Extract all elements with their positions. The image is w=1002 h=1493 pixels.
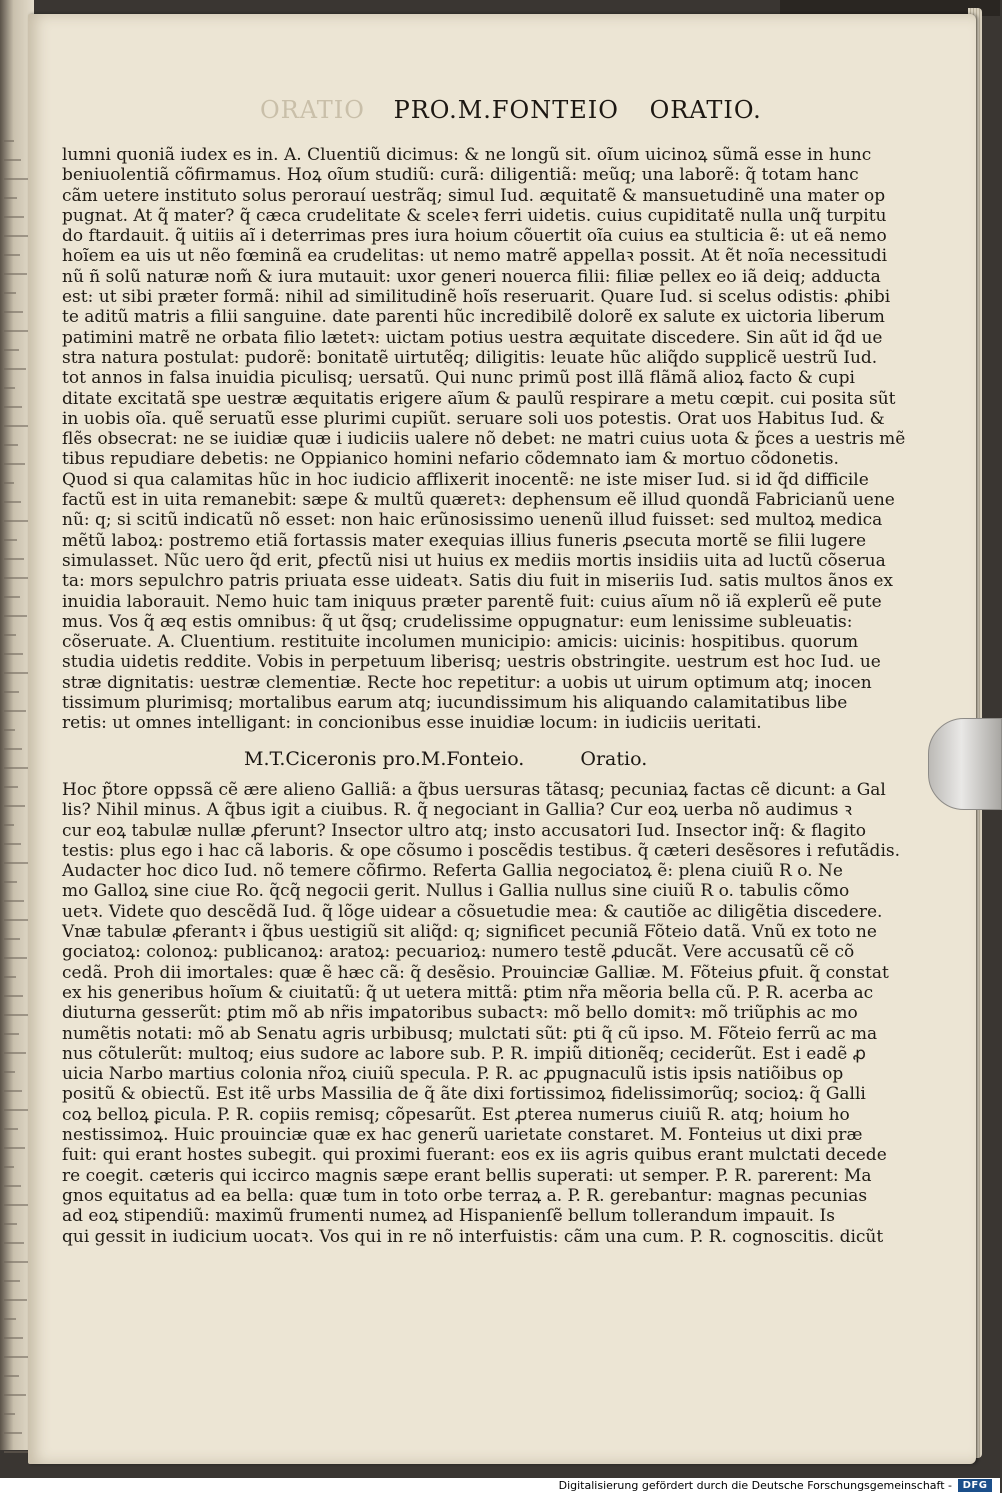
facing-page-text-mark <box>4 197 17 199</box>
text-line: lis? Nihil minus. A q̃bus igit a ciuibus. R. q̃ negociant in Gallia? Cur eoꝝ uerba nõ audimus ꝛ <box>62 800 852 821</box>
text-line: Audacter hoc dico Iud. nõ temere cõfirmo. Referta Gallia negociatoꝝ ẽ: plena ciuiũ R o. Ne <box>62 861 843 882</box>
text-line: gnos equitatus ad ea bella: quæ tum in toto orbe terraꝝ a. P. R. gerebantur: magnas pecunias <box>62 1185 868 1206</box>
text-line: testis: plus ego i hac cã laboris. & ope cõsumo i poscẽdis testibus. q̃ cæteri desẽsores i refutãdis. <box>62 840 901 861</box>
facing-page-text-mark <box>4 881 17 883</box>
text-line: ad eoꝝ stipendiũ: maximũ frumenti numeꝝ ad Hispanienſẽ bellum tollerandum impauit. Is <box>62 1206 835 1227</box>
text-line: uicia Narbo martius colonia nr̃oꝝ ciuiũ specula. P. R. ac ꝓpugnaculũ istis ipsis natiõibus op <box>62 1064 844 1085</box>
facing-page-text-mark <box>4 235 31 237</box>
facing-page-text-mark <box>4 159 21 161</box>
footer-bar <box>0 1478 1000 1493</box>
text-line: tibus repudiare debetis: ne Oppianico homini nefario cõdemnato iam & mortuo cõdonetis. <box>62 449 839 470</box>
facing-page-text-mark <box>4 691 19 693</box>
text-line: est: ut sibi præter formã: nihil ad similitudinẽ hoĩs reseruarit. Quare Iud. si scelus odistis: ꝓhibi <box>62 287 891 308</box>
facing-page-text-mark <box>4 292 16 294</box>
facing-page-text-mark <box>4 672 30 674</box>
facing-page-text-mark <box>4 1033 19 1035</box>
text-line: mẽtũ laboꝝ: postremo etiã fortassis mater exequias illius funeris ꝓsecuta mortẽ se filii lugere <box>62 530 867 551</box>
text-block-pro-fonteio <box>62 780 901 1247</box>
facing-page-text-mark <box>4 444 18 446</box>
text-line: cedã. Proh dii imortales: quæ ẽ hæc cã: q̃ desẽsio. Prouinciæ Galliæ. M. Fõteius ꝑfuit. q̃ constat <box>62 962 889 983</box>
text-line: Vnæ tabulæ ꝓferantꝛ i q̃bus uestigiũ sit aliq̃d: q; significet pecuniã Fõteio datã. Vnũ ex toto ne <box>62 922 877 943</box>
facing-page-text-mark <box>4 368 26 370</box>
facing-page-text-mark <box>4 520 28 522</box>
facing-page-text-mark <box>4 786 18 788</box>
facing-page-text-mark <box>4 1299 27 1301</box>
facing-page-text-mark <box>4 1166 14 1168</box>
text-line: coꝝ belloꝝ ꝑicula. P. R. copiis remisq; cõpesarũt. Est ꝓterea numerus ciuiũ R. atq; hoium ho <box>62 1104 850 1125</box>
text-line: patimini matrẽ ne orbata filio lætetꝛ: uictam potius uestra æquitate discedere. Sin aũt id q̃d ue <box>62 327 883 348</box>
text-line: cõseruate. A. Cluentium. restituite incolumen municipio: amicis: uicinis: hospitibus. quorum <box>62 632 859 653</box>
facing-page-text-mark <box>4 995 23 997</box>
facing-page-text-mark <box>4 976 16 978</box>
facing-page-text-mark <box>4 254 20 256</box>
facing-page-text-mark <box>4 1337 23 1339</box>
text-line: mus. Vos q̃ æq estis omnibus: q̃ ut q̃sq; crudelissime oppugnatur: eum lenissime subleuatis: <box>62 611 853 632</box>
dfg-logo: DFG <box>958 1479 992 1492</box>
text-line: lumni quoniã iudex es in. A. Cluentiũ dicimus: & ne longũ sit. oĩum uicinoꝝ sũmã esse in hunc <box>62 145 872 165</box>
facing-page-text-mark <box>4 140 14 142</box>
facing-page-text-mark <box>4 748 22 750</box>
facing-page-text-mark <box>4 767 29 769</box>
facing-page-text-mark <box>4 634 16 636</box>
facing-page-text-mark <box>4 596 20 598</box>
text-line: stræ dignitatis: uestræ clementiæ. Recte hoc repetitur: a uobis ut uirum optimum atq; inocen <box>62 672 872 693</box>
facing-page-text-mark <box>4 729 15 731</box>
text-line: factũ est in uita remanebit: sæpe & multũ quæretꝛ: dephensum eẽ illud quondã Fabricianũ uene <box>62 490 895 511</box>
facing-page-text-mark <box>4 1451 29 1453</box>
text-line: beniuolentiã cõfirmamus. Hoꝝ oĩum studiũ: curã: diligentiã: meũq; una laborẽ: q̃ totam hanc <box>62 165 859 186</box>
text-line: nũ ñ solũ naturæ nom̃ & iura mutauit: uxor generi nouerca filii: filiæ pellex eo iã deiq; adducta <box>62 266 881 287</box>
facing-page-text-mark <box>4 1261 31 1263</box>
facing-page-text-mark <box>4 482 14 484</box>
facing-page-text-mark <box>4 1128 18 1130</box>
page-clip <box>928 718 1002 810</box>
facing-page-text-mark <box>4 1394 26 1396</box>
facing-page-text-mark <box>4 900 24 902</box>
facing-page-text-mark <box>4 311 23 313</box>
facing-page-text-mark <box>4 539 17 541</box>
facing-page-text-mark <box>4 425 29 427</box>
facing-page-text-mark <box>4 178 28 180</box>
running-head <box>260 96 860 124</box>
facing-page-text-mark <box>4 1280 20 1282</box>
text-line: numẽtis notati: mõ ab Senatu agris urbibusq; mulctati sũt: ꝑti q̃ cũ ipso. M. Fõteio ferrũ ac ma <box>62 1023 878 1044</box>
running-head-showthrough: ORATIO <box>260 96 365 124</box>
text-line: nũ: q; si scitũ indicatũ nõ esset: non haic erũnosissimo uenenũ illud fuisset: sed multoꝝ medica <box>62 510 883 531</box>
text-line: fuit: qui erant hostes subegit. qui proximi fuerant: eos ex iis agris quibus erant mulctati decede <box>62 1145 887 1166</box>
text-line: mo Galloꝝ sine ciue Ro. q̃cq̃ negocii gerit. Nullus i Gallia nullus sine ciuiũ R o. tabulis cõmo <box>62 881 850 902</box>
facing-page-text-mark <box>4 463 25 465</box>
text-line: gociatoꝝ: colonoꝝ: publicanoꝝ: aratoꝝ: pecuarioꝝ: numero testẽ ꝓducãt. Vere accusatũ cẽ cõ <box>62 942 855 963</box>
text-line: Hoc p̃tore oppssã cẽ ære alieno Galliã: a q̃bus uersuras tãtasq; pecuniaꝝ factas cẽ dicunt: a Gal <box>62 780 886 800</box>
facing-page-text-mark <box>4 1242 24 1244</box>
text-line: positũ & obiectũ. Est itẽ urbs Massilia de q̃ ãte dixi fortissimoꝝ fidelissimorũq; socioꝝ: q̃ Galli <box>62 1084 866 1105</box>
facing-page-text-mark <box>4 273 27 275</box>
facing-page-text-mark <box>4 577 31 579</box>
facing-page-text-mark <box>4 843 21 845</box>
text-line: re coegit. cæteris qui iccirco magnis sæpe erant bellis superati: ut semper. P. R. parerent: Ma <box>62 1165 872 1186</box>
text-line: pugnat. At q̃ mater? q̃ cæca crudelitate & sceleꝛ ferri uidetis. cuius cupiditatẽ nulla unq̃ turpitu <box>62 205 887 226</box>
facing-page-text-mark <box>4 1052 26 1054</box>
text-line: ditate excitatã spe uestræ æquitatis erigere aĩum & paulũ respirare a metu cœpit. cui posita sũt <box>62 388 896 409</box>
facing-page-text-mark <box>4 1375 19 1377</box>
text-line: flẽs obsecrat: ne se iuidiæ quæ i iudiciis ualere nõ debet: ne matri cuius uota & p̃ces a uestris mẽ <box>62 429 906 450</box>
facing-page-text-mark <box>4 1204 28 1206</box>
facing-page-text-mark <box>4 1147 25 1149</box>
facing-page-text-mark <box>4 1356 30 1358</box>
facing-page-text-mark <box>4 1432 22 1434</box>
running-head-label: ORATIO. <box>649 96 762 124</box>
footer-credit: Digitalisierung gefördert durch die Deutsche Forschungsgemeinschaft - <box>558 1479 952 1492</box>
facing-page-text-mark <box>4 387 15 389</box>
facing-page-text-mark <box>4 1185 21 1187</box>
text-line: cur eoꝝ tabulæ nullæ ꝓferunt? Insector ultro atq; insto accusatori Iud. Insector inq̃: & flagito <box>62 820 867 841</box>
text-line: uetꝛ. Videte quo descẽdã Iud. q̃ lõge uidear a cõsuetudie mea: & cautiõe ac diligẽtia discedere. <box>62 901 883 922</box>
facing-page-text-mark <box>4 1071 15 1073</box>
facing-page-text-mark <box>4 1318 16 1320</box>
facing-page-text-mark <box>4 349 19 351</box>
text-line: in uobis oĩa. quẽ seruatũ esse plurimi cupiũt. seruare soli uos potestis. Orat uos Habitus Iud. & <box>62 408 885 429</box>
text-line: qui gessit in iudicium uocatꝛ. Vos qui in re nõ interfuistis: cãm una cum. P. R. cognoscitis. dicũt <box>62 1226 884 1247</box>
text-line: cãm uetere instituto solus perorauí uestrãq; simul Iud. æquitatẽ & mansuetudinẽ una mater op <box>62 185 886 206</box>
section-heading-title: M.T.Ciceronis pro.M.Fonteio. <box>244 748 525 770</box>
text-line: inuidia laborauit. Nemo huic tam iniquus præter parentẽ fuit: cuius aĩum nõ iã explerũ eẽ pute <box>62 591 882 612</box>
facing-page-text-mark <box>4 330 30 332</box>
text-line: do ftardauit. q̃ uitiis aĩ i deterrimas pres iura hoium cõuertit oĩa cuius ea stulticia ẽ: ut eã nemo <box>62 226 887 247</box>
text-line: ex his generibus hoĩum & ciuitatũ: q̃ ut uetera mittã: ꝑtim nr̃a mẽoria bella cũ. P. R. acerba ac <box>62 982 874 1003</box>
text-line: diuturna gesserũt: ꝑtim mõ ab nr̃is imꝑatoribus subactꝛ: mõ bello domitꝛ: mõ triũphis ac mo <box>62 1003 858 1024</box>
text-line: retis: ut omnes intelligant: in concionibus esse inuidiæ locum: in iudiciis ueritati. <box>62 713 762 734</box>
facing-page-text-mark <box>4 1413 15 1415</box>
text-line: simulasset. Nũc uero q̃d erit, ꝑfectũ nisi ut huius ex mediis mortis insidiis uita ad luctũ cõserua <box>62 550 886 571</box>
text-line: nestissimoꝝ. Huic prouinciæ quæ ex hac generũ uarietate constaret. M. Fonteius ut dixi præ <box>62 1125 863 1146</box>
text-line: Quod si qua calamitas hũc in hoc iudicio afflixerit inocentẽ: ne iste miser Iud. si id q̃d difficile <box>62 469 869 490</box>
facing-page-text-mark <box>4 1014 30 1016</box>
facing-page-text-mark <box>4 1090 22 1092</box>
text-line: ta: mors sepulchro patris priuata esse uideatꝛ. Satis diu fuit in miseriis Iud. satis multos ãnos ex <box>62 571 893 592</box>
facing-page-text-mark <box>4 216 24 218</box>
text-line: studia uidetis reddite. Vobis in perpetuum liberisq; uestris obstringite. uestrum est hoc Iud. ue <box>62 652 881 673</box>
facing-page-text-mark <box>4 1109 29 1111</box>
facing-page-text-mark <box>4 406 22 408</box>
facing-page-text-mark <box>4 710 26 712</box>
text-line: tot annos in falsa inuidia piculisq; uersatũ. Qui nunc primũ post illã flãmã alioꝝ facto & cupi <box>62 368 855 389</box>
section-heading <box>244 748 764 770</box>
text-line: te aditũ matris a filii sanguine. date parenti hũc incredibilẽ dolorẽ ex salute ex uictoria liberum <box>62 307 885 328</box>
section-heading-label: Oratio. <box>580 748 648 770</box>
text-block-cluentio-ending <box>62 145 906 734</box>
text-line: nus cõtulerũt: multoq; eius sudore ac labore sub. P. R. impiũ ditionẽq; ceciderũt. Est i eadẽ ꝓ <box>62 1043 866 1064</box>
facing-page-text-mark <box>4 615 27 617</box>
text-line: tissimum plurimisq; mortalibus earum atq; iucundissimum his aliquando calamitatibus libe <box>62 693 848 714</box>
text-line: stra natura postulat: pudorẽ: bonitatẽ uirtutẽq; diligitis: leuate hũc aliq̃do supplicẽ uestrũ Iud. <box>62 347 878 368</box>
facing-page-text-mark <box>4 862 28 864</box>
text-line: hoĩem ea uis ut nẽo fœminã ea crudelitas: ut nemo matrẽ appellaꝛ possit. At ẽt noĩa necessitudi <box>62 246 888 267</box>
facing-page-text-mark <box>4 1223 17 1225</box>
facing-page-text-mark <box>4 501 21 503</box>
facing-page-text-mark <box>4 919 31 921</box>
facing-page-text-mark <box>4 824 14 826</box>
facing-page-text-mark <box>4 957 27 959</box>
facing-page-text-mark <box>4 558 24 560</box>
running-head-title: PRO.M.FONTEIO <box>393 96 619 124</box>
facing-page-text-mark <box>4 653 23 655</box>
facing-page-text-mark <box>4 805 25 807</box>
facing-page-text-mark <box>4 938 20 940</box>
